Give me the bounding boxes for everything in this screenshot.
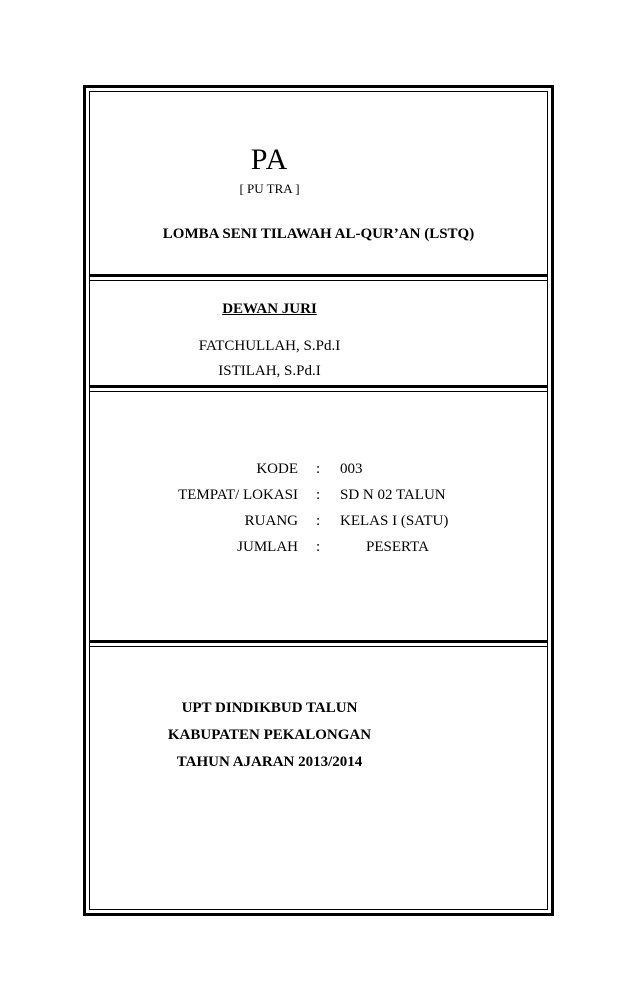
section-divider [89,385,548,392]
footer-institution: UPT DINDIKBUD TALUN [181,700,358,716]
detail-label-ruang: RUANG [244,513,298,529]
cover-title: PA [250,143,289,176]
footer-regency: KABUPATEN PEKALONGAN [167,727,372,743]
detail-separator: : [316,487,321,503]
detail-value-jumlah: PESERTA [366,539,429,555]
detail-separator: : [316,513,321,529]
detail-value-tempat: SD N 02 TALUN [340,487,446,503]
cover-subtitle: [ PU TRA ] [239,181,300,196]
detail-separator: : [316,461,321,477]
jury-heading: DEWAN JURI [222,301,317,317]
event-title: LOMBA SENI TILAWAH AL-QUR’AN (LSTQ) [162,226,475,242]
section-divider [89,640,548,647]
jury-member: ISTILAH, S.Pd.I [218,363,321,379]
section-divider [89,274,548,281]
detail-separator: : [316,539,321,555]
jury-member: FATCHULLAH, S.Pd.I [198,338,341,354]
detail-value-ruang: KELAS I (SATU) [340,513,449,529]
detail-label-jumlah: JUMLAH [237,539,298,555]
detail-value-kode: 003 [340,461,363,477]
footer-academic-year: TAHUN AJARAN 2013/2014 [176,754,363,770]
detail-label-tempat: TEMPAT/ LOKASI [178,487,298,503]
detail-label-kode: KODE [256,461,298,477]
